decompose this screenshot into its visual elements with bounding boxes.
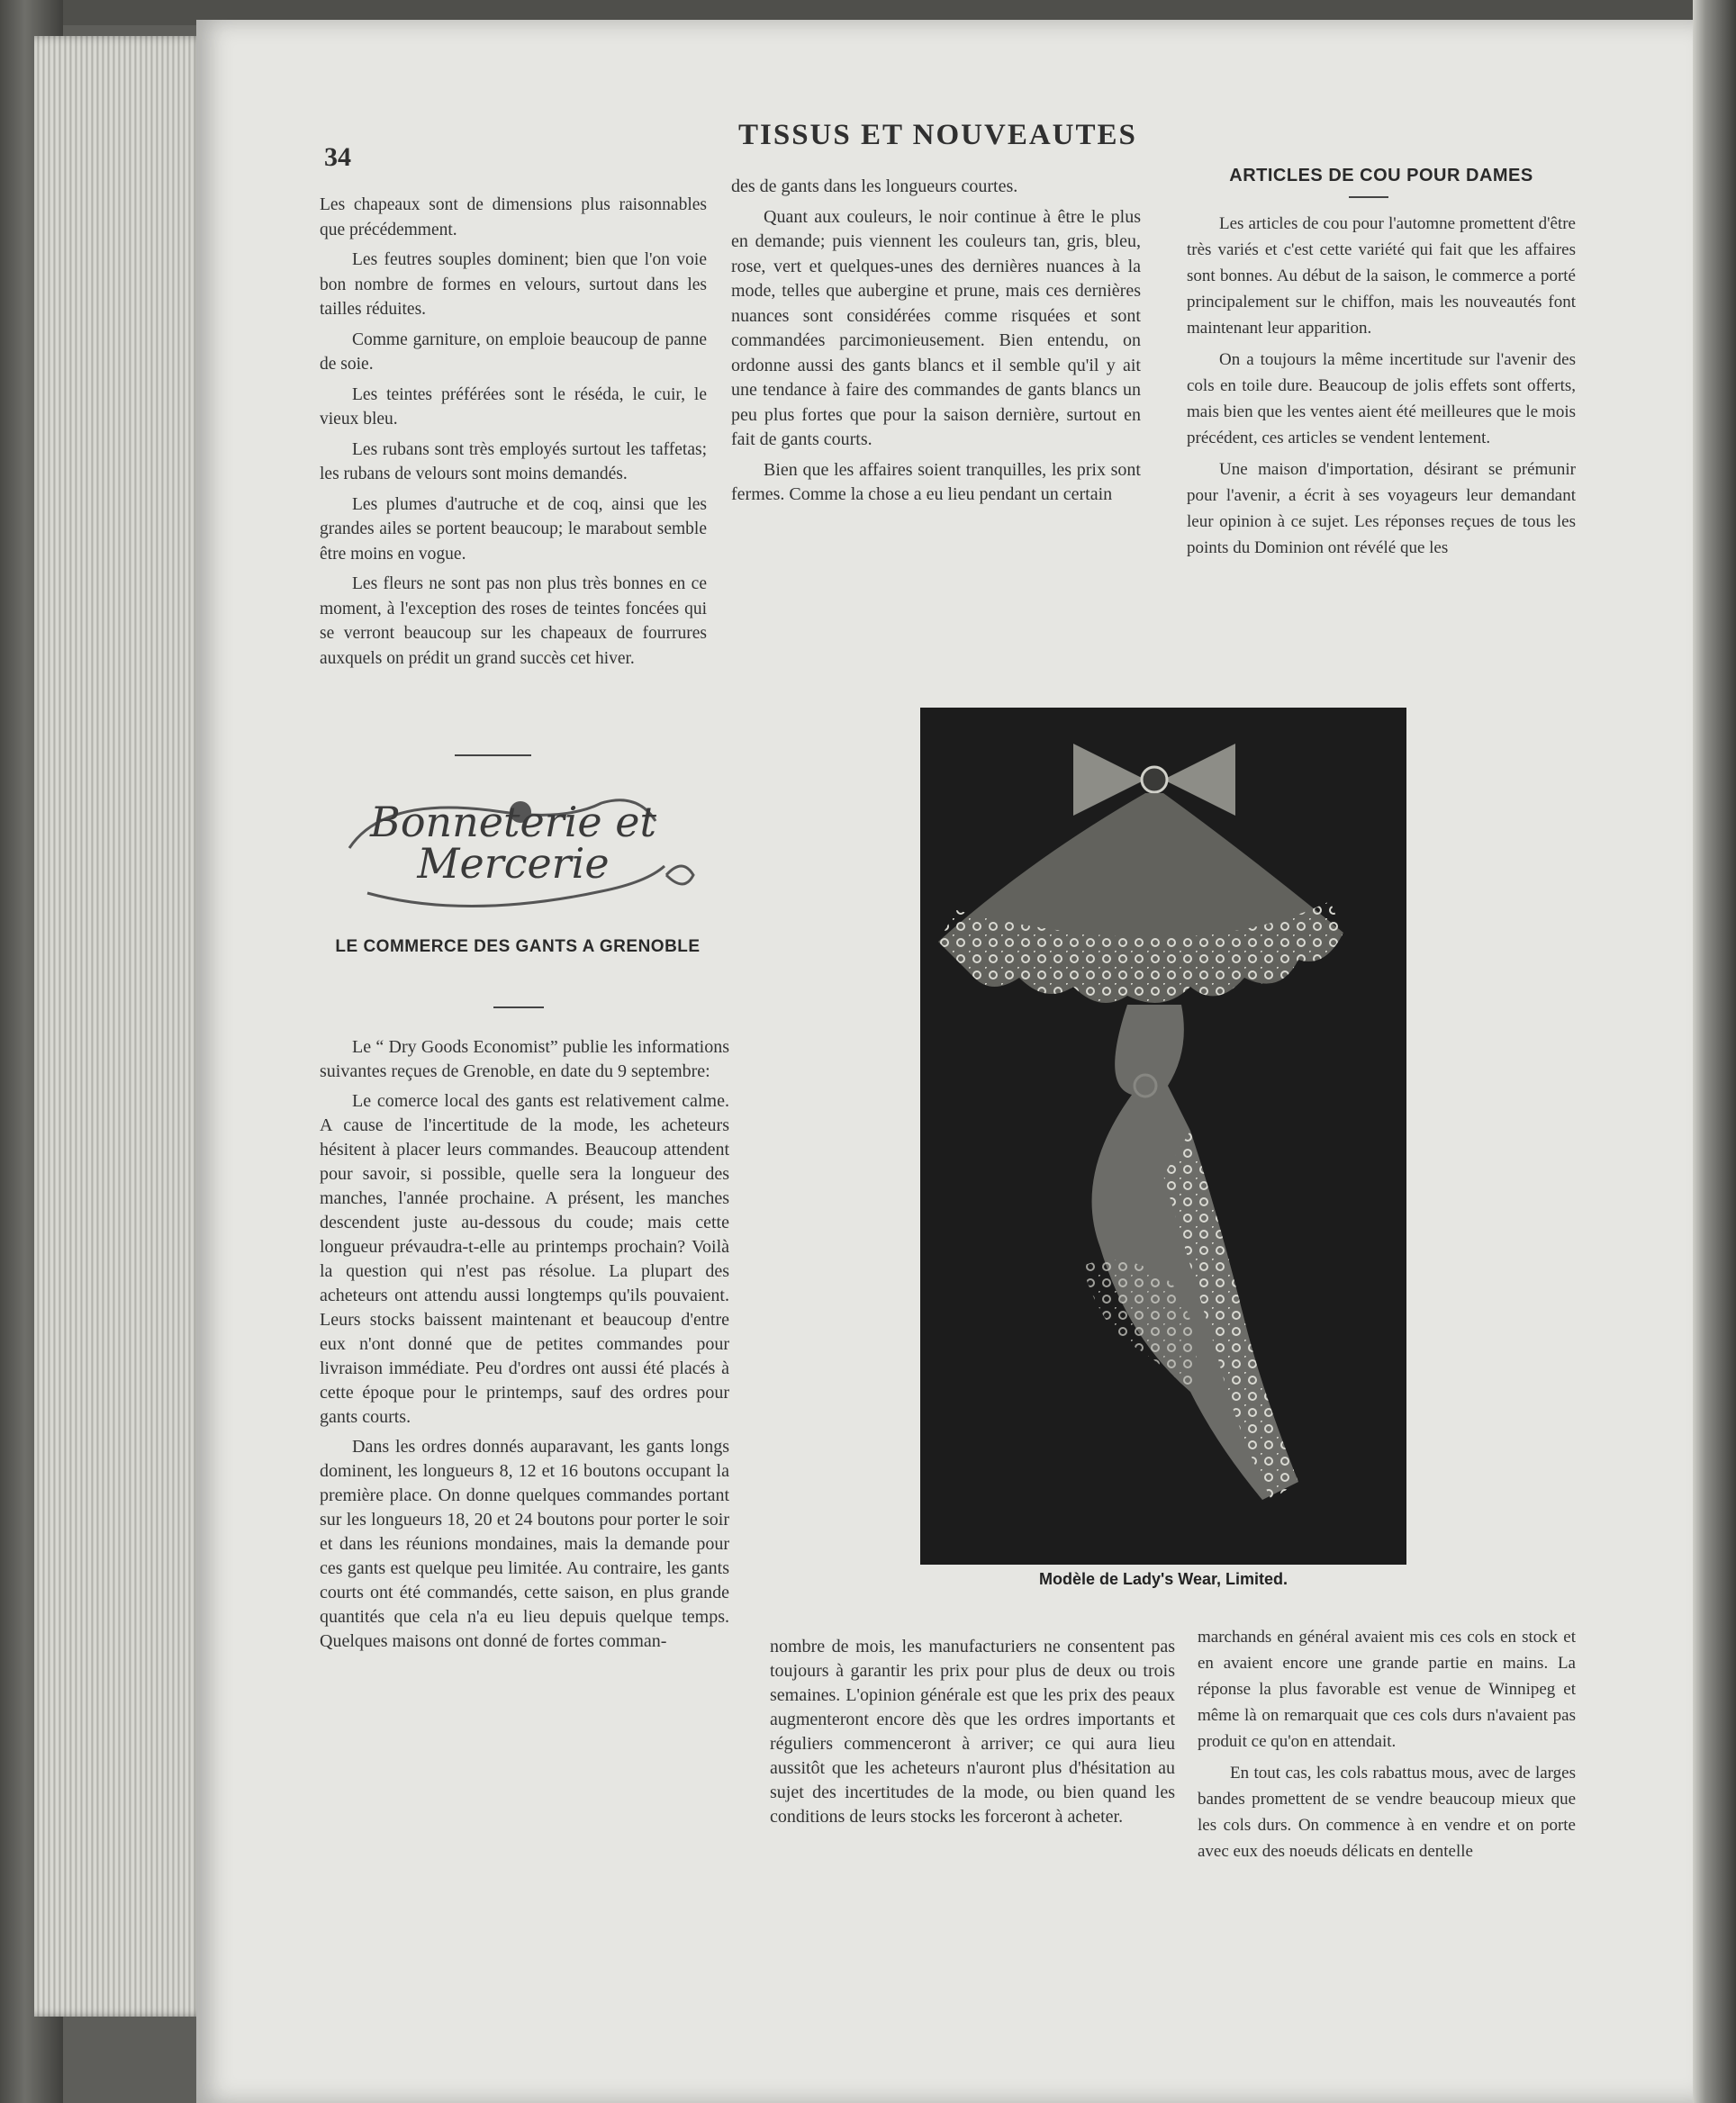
paragraph: Les chapeaux sont de dimensions plus raisonnables que précédemment. [320,195,707,239]
paragraph: des de gants dans les longueurs courtes. [731,176,1018,196]
page-stack [34,36,205,2017]
divider [493,1006,544,1008]
gloves-article-body [320,1035,729,1659]
paragraph: nombre de mois, les manufacturiers ne consentent pas toujours à garantir les prix pour plus de deux ou trois semaines. L'opinion générale est que les prix des peaux augmenteront encore dès que les ordres importants et réguliers commenceront à arriver; ce qui aura lieu aussitôt que les acheteurs n'auront plus d'hésitation au sujet des incertitudes de la mode, ou bien quand les conditions de leurs stocks les forceront à acheter. [770,1637,1175,1827]
photo-caption: Modèle de Lady's Wear, Limited. [1038,1570,1288,1588]
column-b-continued [770,1635,1175,1835]
paragraph: Les plumes d'autruche et de coq, ainsi que les grandes ailes se portent beaucoup; le marabout semble être moins en vogue. [320,494,707,564]
paragraph: Le “ Dry Goods Economist” publie les informations suivantes reçues de Grenoble, en date du 9 septembre: [320,1037,729,1081]
paragraph: Bien que les affaires soient tranquilles, les prix sont fermes. Comme la chose a eu lieu pendant un certain [731,459,1141,504]
article-title-neckwear: ARTICLES DE COU POUR DAMES [1229,166,1533,185]
neckwear-article-continued [1198,1624,1576,1870]
paragraph: Une maison d'importation, désirant se prémunir pour l'avenir, a écrit à ses voyageurs leur demandant leur opinion à ce sujet. Les réponses reçues de tous les points du Dominion ont révélé que les [1187,460,1576,557]
book-edge [1693,0,1736,2103]
column-a [320,193,707,676]
paragraph: Comme garniture, on emploie beaucoup de panne de soie. [320,329,707,374]
paragraph: Les articles de cou pour l'automne promettent d'être très variés et c'est cette variété qui fait que les affaires sont bonnes. Au début de la saison, le commerce a porté principalement sur le chiffon, mais les nouveautés font maintenant leur apparition. [1187,214,1576,338]
paragraph: marchands en général avaient mis ces cols en stock et en avaient encore une grande partie en mains. La réponse la plus favorable est venue de Winnipeg et même là on remarquait que ces cols durs n'avaient pas produit ce qu'on en attendait. [1198,1628,1576,1751]
lace-jabot-illustration [920,708,1406,1565]
paragraph: Quant aux couleurs, le noir continue à être le plus en demande; puis viennent les couleurs tan, gris, bleu, rose, vert et quelques-unes des dernières nuances à la mode, telles que aubergine et prune, mais ces dernières nuances sont considérées comme risquées et sont commandées parcimonieusement. Bien entendu, on ordonne aussi des gants blancs et il semble qu'il y ait une tendance à faire des commandes de gants blancs un peu plus fortes que pour la saison dernière, surtout en fait de gants courts. [731,206,1141,449]
paragraph: Les feutres souples dominent; bien que l'on voie bon nombre de formes en velours, surtout dans les tailles réduites. [320,250,707,319]
lace-jabot-photo [920,708,1406,1565]
paragraph: Le comerce local des gants est relativement calme. A cause de l'incertitude de la mode, les acheteurs hésitent à placer leurs commandes. Beaucoup attendent pour savoir, si possible, quelle sera la longueur des manches, l'année prochaine. A présent, les manches descendent juste au-dessous du coude; mais cette longueur prévaudra-t-elle au printemps prochain? Voilà la question qui n'est pas résolue. La plupart des acheteurs ont attendu aussi longtemps qu'ils pouvaient. Leurs stocks baissent maintenant et beaucoup d'entre eux n'ont donné que de petites commandes pour livraison immédiate. Peu d'ordres ont aussi été placés à cette époque pour le printemps, sauf des ordres pour gants courts. [320,1091,729,1427]
paragraph: Les rubans sont très employés surtout les taffetas; les rubans de velours sont moins demandés. [320,439,707,483]
paragraph: Les fleurs ne sont pas non plus très bonnes en ce moment, à l'exception des roses de teintes foncées qui se verront beaucoup sur les chapeaux de fourrures auxquels on prédit un grand succès cet hiver. [320,574,707,668]
section-logo-text: Bonneterie et Mercerie [370,798,656,888]
paragraph: Les teintes préférées sont le réséda, le cuir, le vieux bleu. [320,384,707,429]
paragraph: En tout cas, les cols rabattus mous, avec de larges bandes promettent de se vendre beaucoup mieux que les cols durs. On commence à en vendre et on porte avec eux des noeuds délicats en dentelle [1198,1764,1576,1861]
paragraph: On a toujours la même incertitude sur l'avenir des cols en toile dure. Beaucoup de jolis effets sont offerts, mais bien que les ventes aient été meilleures que le mois précédent, ces articles se vendent lentement. [1187,350,1576,447]
divider [455,754,531,756]
running-title: TISSUS ET NOUVEAUTES [738,119,1137,151]
page-number: 34 [324,142,351,172]
article-title-gloves: LE COMMERCE DES GANTS A GRENOBLE [335,937,701,956]
column-b [731,175,1141,513]
divider [1349,196,1388,198]
paragraph: Dans les ordres donnés auparavant, les gants longs dominent, les longueurs 8, 12 et 16 boutons occupant la première place. On donne quelques commandes portant sur les longueurs 18, 20 et 24 boutons pour porter le soir et dans les réunions mondaines, mais la demande pour ces gants est quelque peu limitée. Au contraire, les gants courts ont été commandés, cette saison, en plus grande quantités que cela n'a eu lieu depuis quelque temps. Quelques maisons ont donné de fortes comman- [320,1437,729,1651]
neckwear-article-body [1187,211,1576,566]
